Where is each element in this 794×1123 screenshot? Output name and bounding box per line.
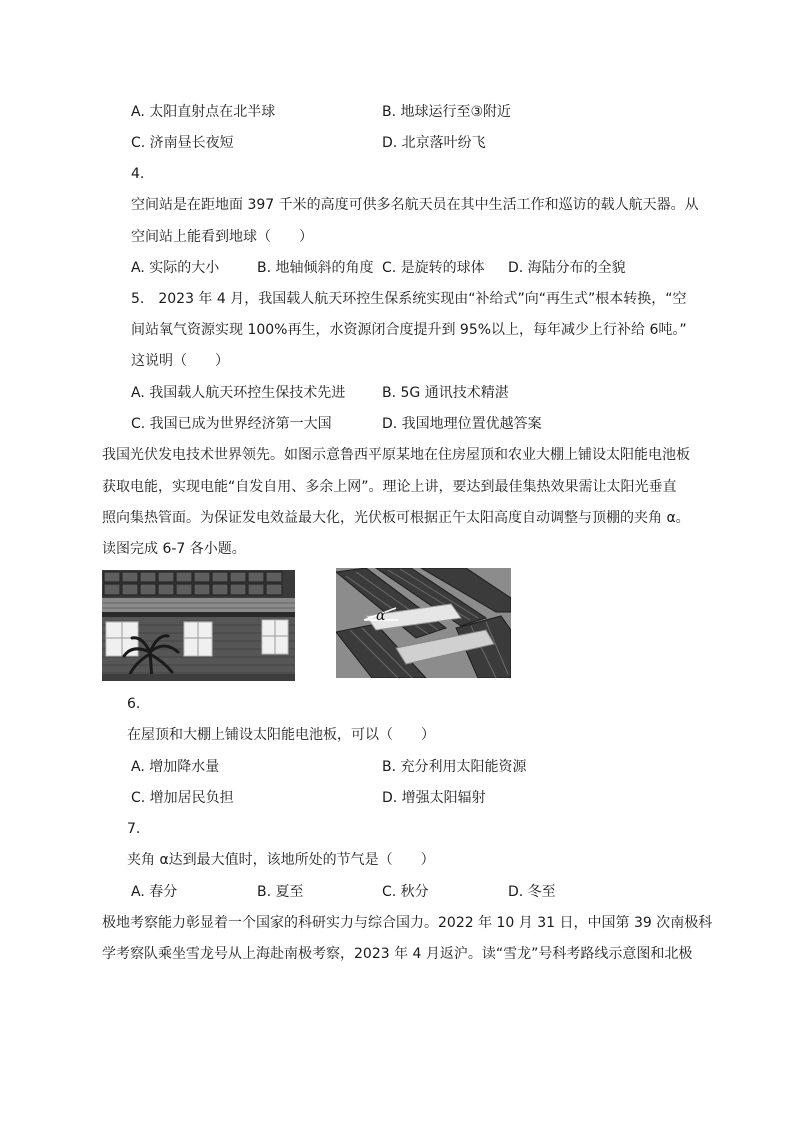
q7-stem: 夹角 α达到最大值时，该地所处的节气是（ ） [127, 852, 435, 868]
solar-passage-line-3: 照向集热管面。为保证发电效益最大化，光伏板可根据正午太阳高度自动调整与顶棚的夹角 α。 [102, 510, 690, 526]
q3-option-a: A. 太阳直射点在北半球 [131, 104, 276, 120]
q6-option-d: D. 增强太阳辐射 [382, 790, 486, 806]
q7-number: 7. [127, 821, 141, 837]
polar-passage-line-2: 学考察队乘坐雪龙号从上海赴南极考察，2023 年 4 月返沪。读“雪龙”号科考路线示意图和北极 [102, 946, 693, 962]
q6-option-b: B. 充分利用太阳能资源 [382, 759, 527, 775]
q4-option-d: D. 海陆分布的全貌 [508, 260, 626, 276]
q5-option-b: B. 5G 通讯技术精湛 [382, 385, 509, 401]
q7-option-d: D. 冬至 [508, 884, 556, 900]
q6-number: 6. [127, 696, 141, 712]
q5-option-a: A. 我国载人航天环控生保技术先进 [131, 385, 346, 401]
q4-option-b: B. 地轴倾斜的角度 [257, 260, 374, 276]
q6-option-a: A. 增加降水量 [131, 759, 220, 775]
solar-passage-line-2: 获取电能，实现电能“自发自用、多余上网”。理论上讲，要达到最佳集热效果需让太阳光垂直 [102, 479, 677, 495]
q7-option-b: B. 夏至 [257, 884, 304, 900]
q5-option-c: C. 我国已成为世界经济第一大国 [131, 416, 332, 432]
q7-option-a: A. 春分 [131, 884, 178, 900]
q6-stem: 在屋顶和大棚上铺设太阳能电池板，可以（ ） [127, 727, 435, 743]
q4-number: 4. [131, 166, 145, 182]
solar-passage-line-1: 我国光伏发电技术世界领先。如图示意鲁西平原某地在住房屋顶和农业大棚上铺设太阳能电池板 [102, 447, 690, 463]
q5-stem-line-2: 间站氧气资源实现 100%再生，水资源闭合度提升到 95%以上，每年减少上行补给 6吨。” [131, 322, 687, 338]
q3-option-d: D. 北京落叶纷飞 [382, 135, 486, 151]
greenhouse-solar-photo [336, 568, 511, 678]
q5-stem-line-1: 5. 2023 年 4 月，我国载人航天环控生保系统实现由“补给式”向“再生式”根本转换，“空 [131, 291, 687, 307]
q4-stem-line-1: 空间站是在距地面 397 千米的高度可供多名航天员在其中生活工作和巡访的载人航天器。从 [131, 197, 699, 213]
solar-passage-line-4: 读图完成 6-7 各小题。 [102, 541, 246, 557]
q5-option-d: D. 我国地理位置优越答案 [382, 416, 542, 432]
q4-option-c: C. 是旋转的球体 [382, 260, 485, 276]
angle-alpha-label: α [376, 608, 386, 624]
q7-option-c: C. 秋分 [382, 884, 429, 900]
q3-option-c: C. 济南昼长夜短 [131, 135, 234, 151]
q6-option-c: C. 增加居民负担 [131, 790, 234, 806]
q3-option-b: B. 地球运行至③附近 [382, 104, 512, 120]
q5-stem-line-3: 这说明（ ） [131, 353, 229, 369]
q4-stem-line-2: 空间站上能看到地球（ ） [131, 229, 313, 245]
polar-passage-line-1: 极地考察能力彰显着一个国家的科研实力与综合国力。2022 年 10 月 31 日，中国第 39 次南极科 [102, 915, 713, 931]
q4-option-a: A. 实际的大小 [131, 260, 220, 276]
rooftop-solar-photo [102, 570, 295, 681]
